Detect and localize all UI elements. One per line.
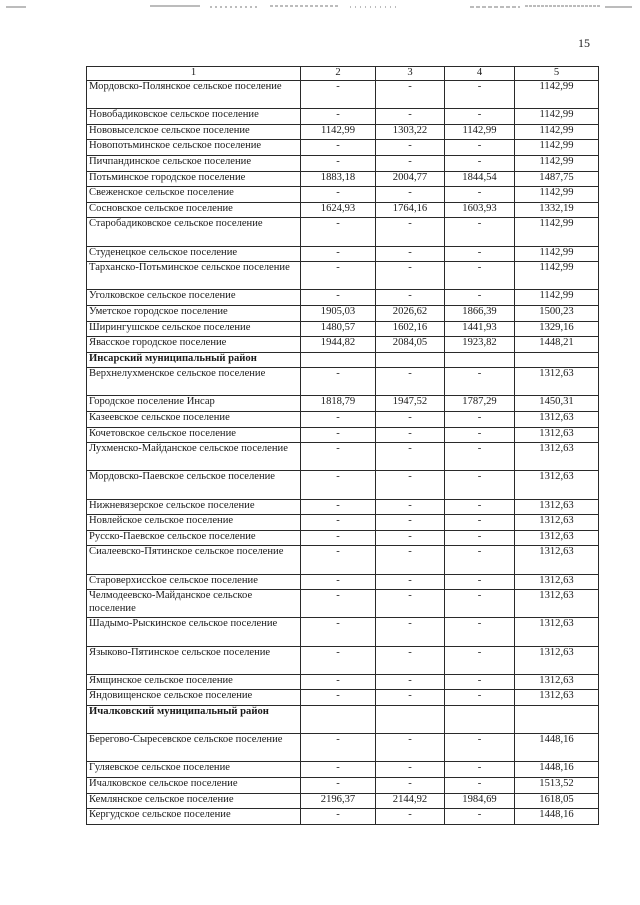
- tariff-cell-c4: -: [445, 515, 515, 531]
- tariff-cell-c5: 1312,63: [515, 427, 599, 443]
- tariff-cell-c4: -: [445, 690, 515, 706]
- header-cell: 5: [515, 67, 599, 81]
- tariff-cell-c3: -: [376, 762, 445, 778]
- tariff-cell-c3: -: [376, 471, 445, 499]
- settlement-name: Студенецкое сельское поселение: [87, 246, 301, 262]
- tariff-cell-c4: -: [445, 246, 515, 262]
- tariff-cell-c3: -: [376, 427, 445, 443]
- table-row: [87, 793, 599, 809]
- tariff-cell-c2: 1944,82: [301, 337, 376, 353]
- tariff-cell-c5: [515, 352, 599, 368]
- tariff-cell-c4: 1866,39: [445, 305, 515, 321]
- tariff-cell-c4: 1923,82: [445, 337, 515, 353]
- table-row: [87, 396, 599, 412]
- tariff-cell-c2: -: [301, 368, 376, 396]
- table-row: [87, 427, 599, 443]
- tariff-cell-c3: -: [376, 809, 445, 825]
- settlement-name: Потьминское городское поселение: [87, 171, 301, 187]
- table-row: [87, 202, 599, 218]
- tariff-cell-c4: 1984,69: [445, 793, 515, 809]
- tariff-cell-c4: 1441,93: [445, 321, 515, 337]
- settlement-name: Явасское городское поселение: [87, 337, 301, 353]
- tariff-cell-c3: 1303,22: [376, 124, 445, 140]
- settlement-name: Новобадиковское сельское поселение: [87, 109, 301, 125]
- tariff-cell-c2: [301, 352, 376, 368]
- table-row: [87, 515, 599, 531]
- tariff-cell-c5: 1312,63: [515, 646, 599, 674]
- tariff-cell-c2: -: [301, 155, 376, 171]
- tariff-cell-c3: [376, 705, 445, 733]
- settlement-name: Сиалеевско-Пятинское сельское поселение: [87, 546, 301, 574]
- settlement-name: Нововыселское сельское поселение: [87, 124, 301, 140]
- tariff-cell-c2: -: [301, 618, 376, 646]
- tariff-cell-c3: -: [376, 109, 445, 125]
- tariff-cell-c5: 1487,75: [515, 171, 599, 187]
- tariff-cell-c2: 1480,57: [301, 321, 376, 337]
- settlement-name: Тарханско-Потьминское сельское поселение: [87, 262, 301, 290]
- tariff-cell-c4: -: [445, 809, 515, 825]
- tariff-cell-c5: 1448,16: [515, 734, 599, 762]
- table-row: [87, 443, 599, 471]
- tariff-cell-c2: 1818,79: [301, 396, 376, 412]
- table-row: [87, 809, 599, 825]
- tariff-table: [86, 66, 599, 825]
- table-row: [87, 777, 599, 793]
- settlement-name: Казеевское сельское поселение: [87, 412, 301, 428]
- tariff-cell-c4: 1844,54: [445, 171, 515, 187]
- tariff-cell-c5: 1450,31: [515, 396, 599, 412]
- tariff-cell-c2: 1624,93: [301, 202, 376, 218]
- tariff-cell-c5: 1142,99: [515, 81, 599, 109]
- district-name: Инсарский муниципальный район: [87, 352, 301, 368]
- table-header-row: [87, 67, 599, 81]
- header-cell: 4: [445, 67, 515, 81]
- tariff-cell-c2: 1142,99: [301, 124, 376, 140]
- tariff-cell-c5: [515, 705, 599, 733]
- settlement-name: Пичпандинское сельское поселение: [87, 155, 301, 171]
- tariff-cell-c5: 1312,63: [515, 443, 599, 471]
- tariff-cell-c2: -: [301, 546, 376, 574]
- tariff-cell-c5: 1142,99: [515, 109, 599, 125]
- tariff-cell-c2: -: [301, 246, 376, 262]
- tariff-cell-c4: -: [445, 109, 515, 125]
- tariff-cell-c4: -: [445, 674, 515, 690]
- table-row: [87, 321, 599, 337]
- tariff-cell-c4: [445, 705, 515, 733]
- tariff-cell-c3: -: [376, 218, 445, 246]
- table-row: [87, 762, 599, 778]
- tariff-cell-c3: -: [376, 187, 445, 203]
- tariff-cell-c2: -: [301, 109, 376, 125]
- tariff-cell-c3: -: [376, 690, 445, 706]
- tariff-cell-c2: -: [301, 777, 376, 793]
- tariff-cell-c2: -: [301, 218, 376, 246]
- scan-artifact-strip: [0, 4, 640, 12]
- tariff-cell-c4: -: [445, 618, 515, 646]
- tariff-cell-c3: -: [376, 574, 445, 590]
- settlement-name: Яндовищенское сельское поселение: [87, 690, 301, 706]
- tariff-cell-c4: -: [445, 777, 515, 793]
- district-name: Ичалковский муниципальный район: [87, 705, 301, 733]
- tariff-cell-c4: 1142,99: [445, 124, 515, 140]
- tariff-cell-c5: 1312,63: [515, 412, 599, 428]
- tariff-cell-c5: 1142,99: [515, 187, 599, 203]
- tariff-cell-c4: -: [445, 368, 515, 396]
- tariff-cell-c5: 1312,63: [515, 499, 599, 515]
- table-row: [87, 218, 599, 246]
- tariff-cell-c4: -: [445, 155, 515, 171]
- settlement-name: Свеженское сельское поселение: [87, 187, 301, 203]
- table-row: [87, 546, 599, 574]
- settlement-name: Городское поселение Инсар: [87, 396, 301, 412]
- tariff-cell-c3: -: [376, 290, 445, 306]
- page-number: 15: [578, 36, 590, 50]
- settlement-name: Ширингушское сельское поселение: [87, 321, 301, 337]
- settlement-name: Кочетовское сельское поселение: [87, 427, 301, 443]
- tariff-cell-c5: 1312,63: [515, 590, 599, 618]
- tariff-cell-c2: -: [301, 262, 376, 290]
- header-cell: 3: [376, 67, 445, 81]
- settlement-name: Нижневязерское сельское поселение: [87, 499, 301, 515]
- tariff-cell-c2: -: [301, 140, 376, 156]
- tariff-cell-c5: 1312,63: [515, 574, 599, 590]
- tariff-cell-c4: -: [445, 734, 515, 762]
- tariff-cell-c4: [445, 352, 515, 368]
- tariff-cell-c2: -: [301, 499, 376, 515]
- tariff-cell-c4: -: [445, 530, 515, 546]
- table-row: [87, 305, 599, 321]
- section-row: [87, 705, 599, 733]
- tariff-cell-c5: 1142,99: [515, 262, 599, 290]
- tariff-cell-c3: -: [376, 262, 445, 290]
- tariff-cell-c5: 1312,63: [515, 674, 599, 690]
- tariff-cell-c5: 1329,16: [515, 321, 599, 337]
- table-row: [87, 412, 599, 428]
- tariff-cell-c2: -: [301, 734, 376, 762]
- tariff-cell-c4: -: [445, 262, 515, 290]
- tariff-cell-c4: -: [445, 218, 515, 246]
- tariff-cell-c5: 1142,99: [515, 124, 599, 140]
- tariff-cell-c2: -: [301, 515, 376, 531]
- tariff-cell-c2: 1883,18: [301, 171, 376, 187]
- tariff-cell-c4: 1787,29: [445, 396, 515, 412]
- tariff-cell-c2: -: [301, 590, 376, 618]
- tariff-cell-c2: -: [301, 81, 376, 109]
- tariff-cell-c5: 1500,23: [515, 305, 599, 321]
- tariff-cell-c2: -: [301, 574, 376, 590]
- settlement-name: Уголковское сельское поселение: [87, 290, 301, 306]
- table-row: [87, 109, 599, 125]
- table-row: [87, 471, 599, 499]
- settlement-name: Кергудское сельское поселение: [87, 809, 301, 825]
- tariff-cell-c3: -: [376, 246, 445, 262]
- tariff-cell-c3: 2004,77: [376, 171, 445, 187]
- tariff-cell-c5: 1142,99: [515, 155, 599, 171]
- section-row: [87, 352, 599, 368]
- tariff-cell-c5: 1448,16: [515, 809, 599, 825]
- tariff-cell-c2: [301, 705, 376, 733]
- tariff-cell-c4: -: [445, 499, 515, 515]
- tariff-cell-c4: -: [445, 590, 515, 618]
- tariff-cell-c5: 1332,19: [515, 202, 599, 218]
- tariff-cell-c4: -: [445, 140, 515, 156]
- tariff-cell-c3: 1602,16: [376, 321, 445, 337]
- tariff-cell-c4: -: [445, 412, 515, 428]
- table-row: [87, 590, 599, 618]
- table-row: [87, 171, 599, 187]
- tariff-cell-c4: 1603,93: [445, 202, 515, 218]
- tariff-cell-c3: -: [376, 140, 445, 156]
- tariff-cell-c3: -: [376, 618, 445, 646]
- table-row: [87, 155, 599, 171]
- settlement-name: Русско-Паевское сельское поселение: [87, 530, 301, 546]
- tariff-cell-c2: -: [301, 187, 376, 203]
- tariff-cell-c4: -: [445, 81, 515, 109]
- tariff-cell-c4: -: [445, 187, 515, 203]
- tariff-cell-c2: -: [301, 443, 376, 471]
- table-row: [87, 290, 599, 306]
- tariff-cell-c3: 2144,92: [376, 793, 445, 809]
- tariff-cell-c5: 1142,99: [515, 246, 599, 262]
- settlement-name: Сосновское сельское поселение: [87, 202, 301, 218]
- settlement-name: Мордовско-Паевское сельское поселение: [87, 471, 301, 499]
- tariff-cell-c2: -: [301, 471, 376, 499]
- settlement-name: Гуляевское сельское поселение: [87, 762, 301, 778]
- tariff-cell-c3: [376, 352, 445, 368]
- tariff-cell-c3: -: [376, 530, 445, 546]
- tariff-cell-c3: 2084,05: [376, 337, 445, 353]
- tariff-cell-c3: -: [376, 412, 445, 428]
- tariff-cell-c4: -: [445, 546, 515, 574]
- table-row: [87, 690, 599, 706]
- tariff-cell-c3: -: [376, 81, 445, 109]
- tariff-cell-c3: 2026,62: [376, 305, 445, 321]
- settlement-name: Староверхиссkое сельское поселение: [87, 574, 301, 590]
- tariff-cell-c2: -: [301, 690, 376, 706]
- settlement-name: Уметское городское поселение: [87, 305, 301, 321]
- table-row: [87, 646, 599, 674]
- tariff-cell-c2: 2196,37: [301, 793, 376, 809]
- tariff-cell-c5: 1312,63: [515, 471, 599, 499]
- table-row: [87, 734, 599, 762]
- tariff-cell-c4: -: [445, 290, 515, 306]
- table-row: [87, 618, 599, 646]
- table-row: [87, 368, 599, 396]
- table-row: [87, 187, 599, 203]
- tariff-cell-c3: -: [376, 155, 445, 171]
- tariff-cell-c2: -: [301, 412, 376, 428]
- table-row: [87, 530, 599, 546]
- tariff-cell-c5: 1513,52: [515, 777, 599, 793]
- table-row: [87, 674, 599, 690]
- tariff-cell-c4: -: [445, 427, 515, 443]
- table-row: [87, 337, 599, 353]
- settlement-name: Ичалковское сельское поселение: [87, 777, 301, 793]
- table-row: [87, 574, 599, 590]
- header-cell: 2: [301, 67, 376, 81]
- settlement-name: Кемлянское сельское поселение: [87, 793, 301, 809]
- tariff-cell-c5: 1312,63: [515, 368, 599, 396]
- tariff-cell-c2: -: [301, 530, 376, 546]
- tariff-cell-c3: 1947,52: [376, 396, 445, 412]
- tariff-cell-c3: -: [376, 443, 445, 471]
- settlement-name: Языково-Пятинское сельское поселение: [87, 646, 301, 674]
- settlement-name: Мордовско-Полянское сельское поселение: [87, 81, 301, 109]
- tariff-cell-c5: 1142,99: [515, 290, 599, 306]
- tariff-cell-c5: 1312,63: [515, 530, 599, 546]
- settlement-name: Лухменско-Майданское сельское поселение: [87, 443, 301, 471]
- tariff-cell-c3: -: [376, 515, 445, 531]
- tariff-cell-c5: 1312,63: [515, 546, 599, 574]
- tariff-cell-c5: 1618,05: [515, 793, 599, 809]
- table-row: [87, 246, 599, 262]
- tariff-cell-c5: 1142,99: [515, 218, 599, 246]
- settlement-name: Берегово-Сыресевское сельское поселение: [87, 734, 301, 762]
- tariff-cell-c2: -: [301, 427, 376, 443]
- tariff-cell-c2: 1905,03: [301, 305, 376, 321]
- settlement-name: Челмодеевско-Майданское сельское поселение: [87, 590, 301, 618]
- tariff-cell-c3: -: [376, 674, 445, 690]
- settlement-name: Ямщинское сельское поселение: [87, 674, 301, 690]
- table-row: [87, 499, 599, 515]
- tariff-cell-c3: -: [376, 499, 445, 515]
- tariff-cell-c2: -: [301, 290, 376, 306]
- tariff-cell-c2: -: [301, 809, 376, 825]
- header-cell: 1: [87, 67, 301, 81]
- tariff-cell-c2: -: [301, 762, 376, 778]
- table-row: [87, 262, 599, 290]
- tariff-cell-c3: 1764,16: [376, 202, 445, 218]
- settlement-name: Новопотьминское сельское поселение: [87, 140, 301, 156]
- tariff-cell-c4: -: [445, 646, 515, 674]
- table-row: [87, 124, 599, 140]
- tariff-cell-c3: -: [376, 777, 445, 793]
- tariff-cell-c4: -: [445, 762, 515, 778]
- tariff-cell-c5: 1312,63: [515, 515, 599, 531]
- tariff-cell-c5: 1312,63: [515, 690, 599, 706]
- table-row: [87, 81, 599, 109]
- settlement-name: Новлейское сельское поселение: [87, 515, 301, 531]
- tariff-cell-c3: -: [376, 590, 445, 618]
- settlement-name: Старобадиковское сельское поселение: [87, 218, 301, 246]
- tariff-cell-c3: -: [376, 368, 445, 396]
- tariff-cell-c3: -: [376, 646, 445, 674]
- tariff-cell-c3: -: [376, 546, 445, 574]
- tariff-cell-c2: -: [301, 674, 376, 690]
- settlement-name: Шадымо-Рыскинское сельское поселение: [87, 618, 301, 646]
- settlement-name: Верхнелухменское сельское поселение: [87, 368, 301, 396]
- tariff-cell-c5: 1312,63: [515, 618, 599, 646]
- tariff-cell-c2: -: [301, 646, 376, 674]
- tariff-cell-c5: 1448,16: [515, 762, 599, 778]
- tariff-cell-c3: -: [376, 734, 445, 762]
- tariff-cell-c4: -: [445, 574, 515, 590]
- tariff-cell-c4: -: [445, 443, 515, 471]
- table-row: [87, 140, 599, 156]
- tariff-cell-c4: -: [445, 471, 515, 499]
- tariff-cell-c5: 1448,21: [515, 337, 599, 353]
- tariff-cell-c5: 1142,99: [515, 140, 599, 156]
